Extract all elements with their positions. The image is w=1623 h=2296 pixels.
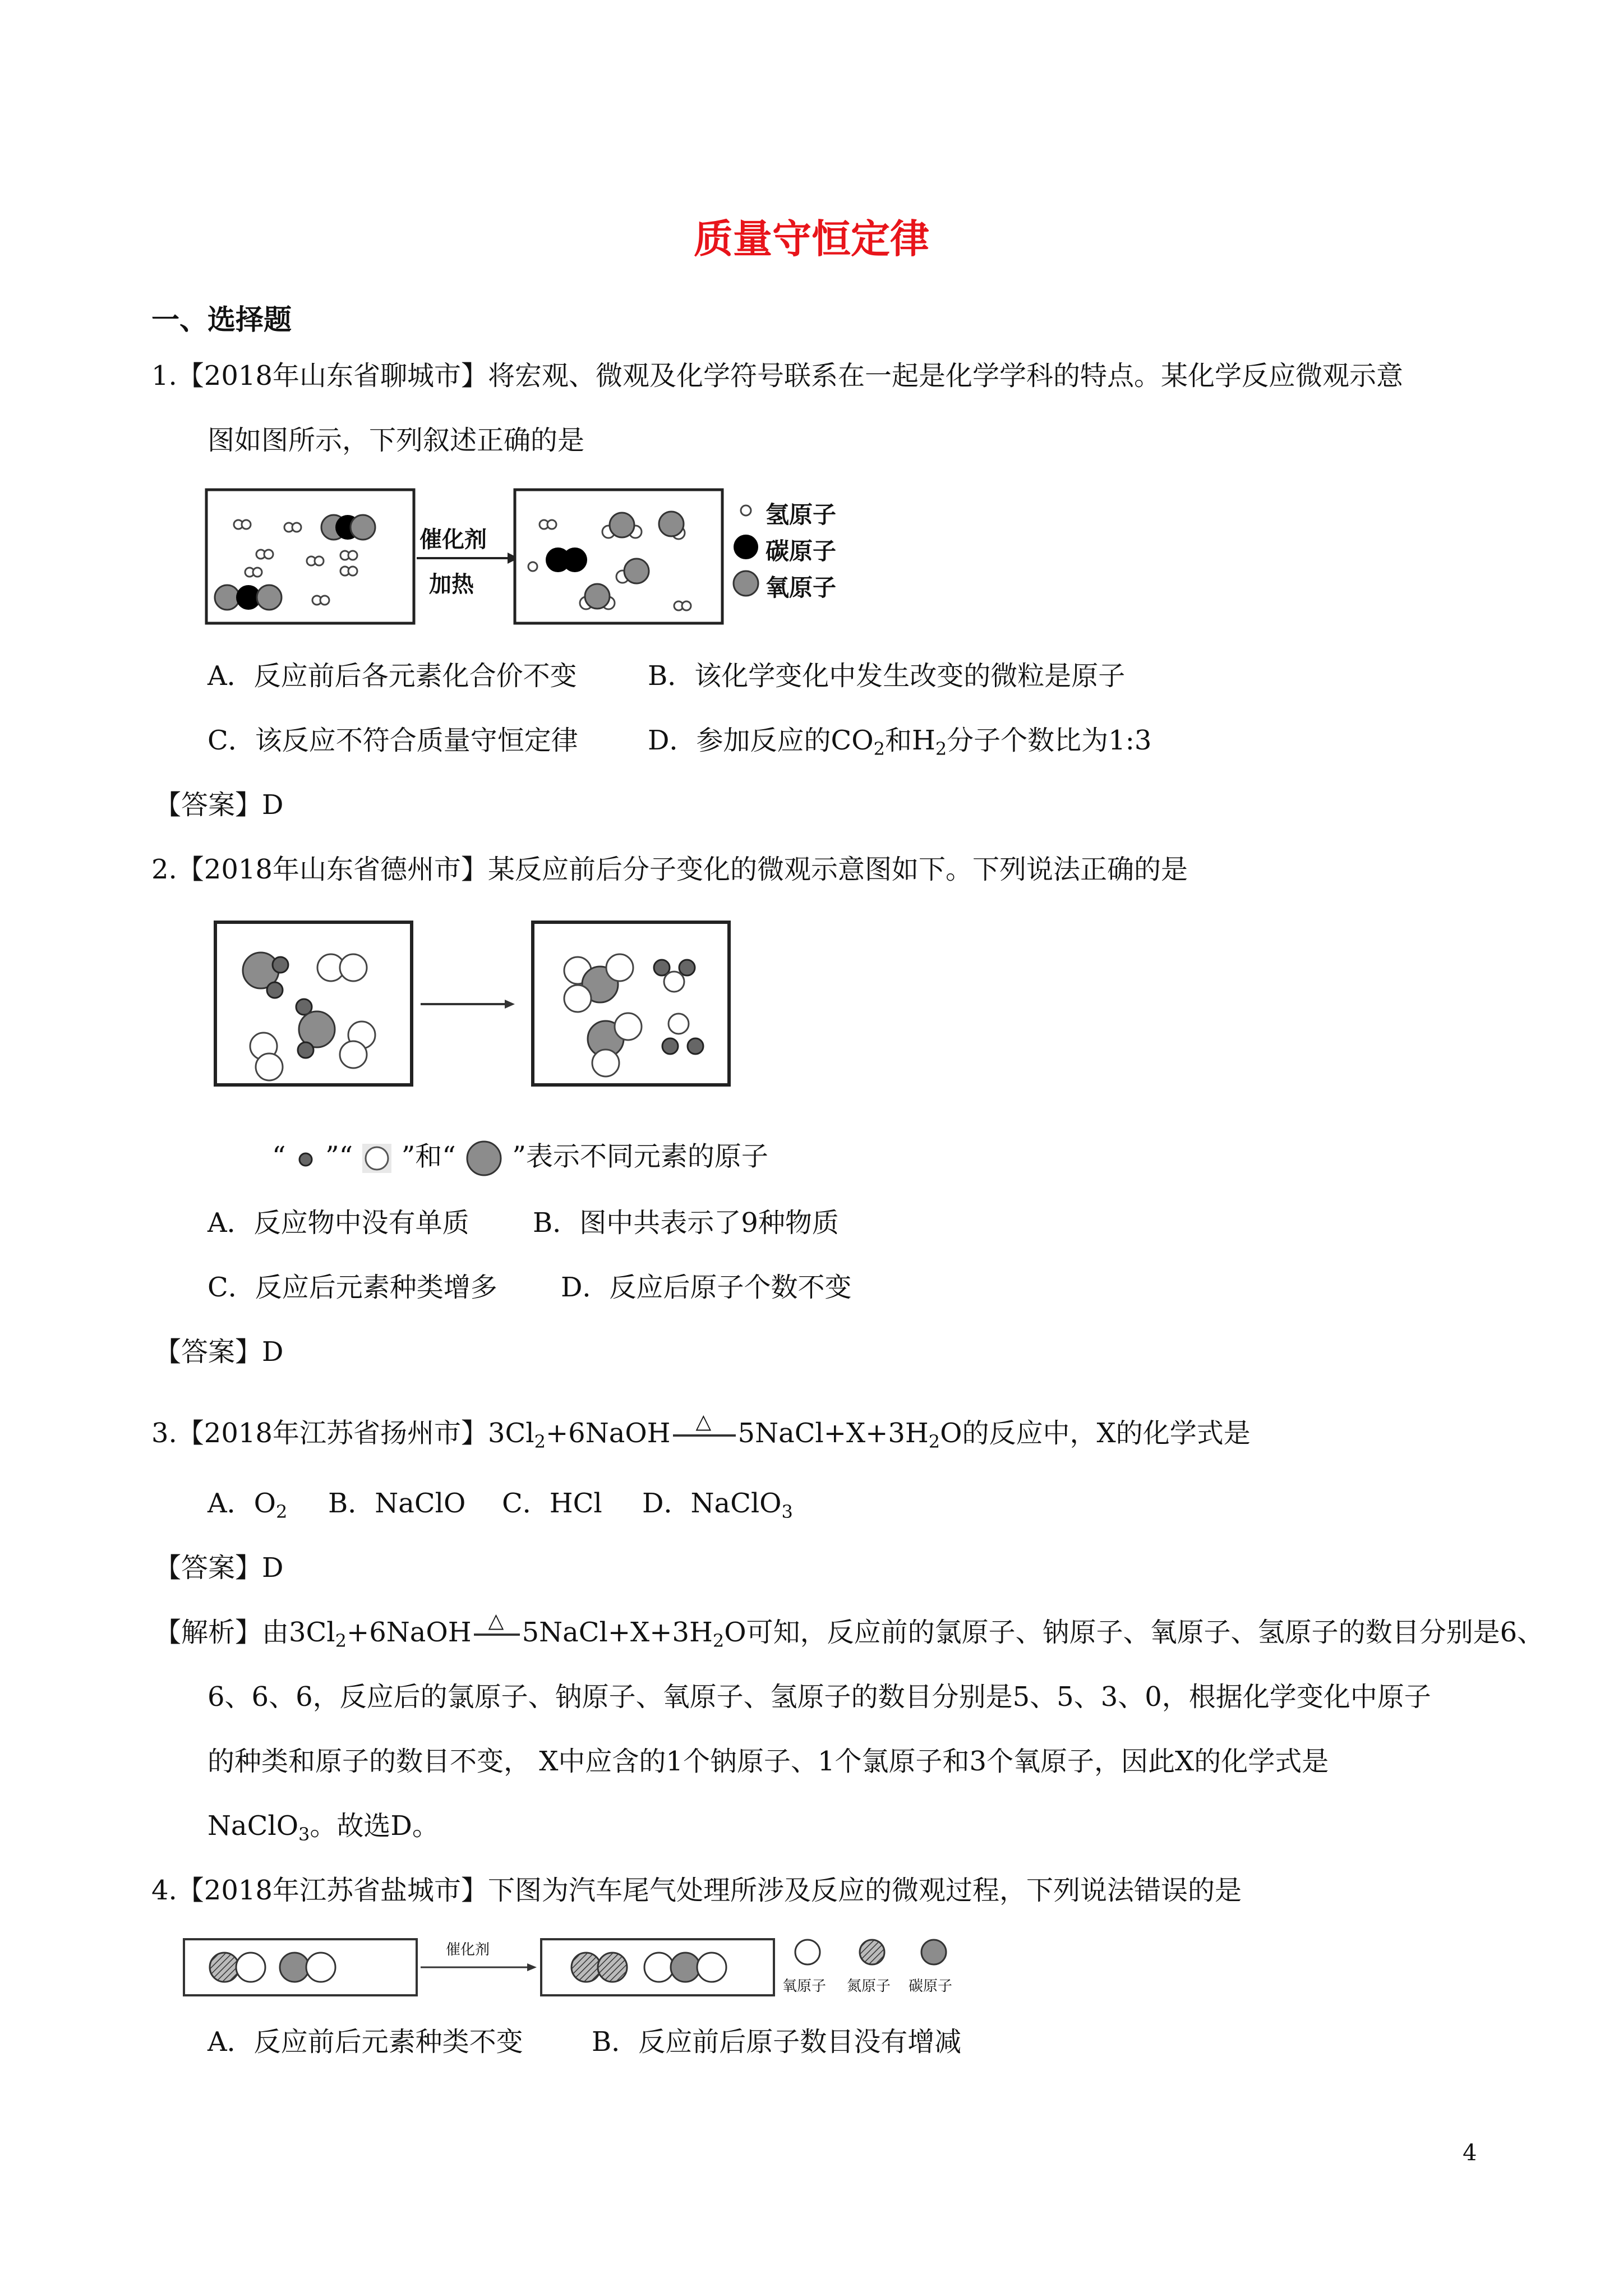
q1-legend-hydrogen: 氢原子 <box>766 501 837 528</box>
q3-stem: 3.【2018年江苏省扬州市】$3Cl_2+6NaOH$ △ $5NaCl+X+3H_2O$的反应中，X的化学式是 <box>151 1410 1251 1452</box>
q4-stem: 4.【2018年江苏省盐城市】下图为汽车尾气处理所涉及反应的微观过程，下列说法错误的是 <box>151 1875 1242 1906</box>
q2-answer: 【答案】D <box>154 1336 284 1368</box>
q4-option-b: B．反应前后原子数目没有增减 <box>592 2026 962 2058</box>
q3-analysis-line4: NaClO$_3$。故选D。 <box>208 1810 439 1845</box>
q2-legend-line: “ ”“ ”和“ ”表示不同元素的原子 <box>272 1139 768 1178</box>
q2-option-a: A．反应物中没有单质 <box>208 1207 469 1239</box>
q4-option-a: A．反应前后元素种类不变 <box>208 2026 523 2058</box>
q1-legend-carbon: 碳原子 <box>766 537 837 565</box>
q4-legend-carbon: 碳原子 <box>909 1978 953 1995</box>
q2-figure <box>213 920 746 1088</box>
q3-option-c: C．HCl <box>502 1488 602 1519</box>
heat-arrow-icon: △ <box>671 1424 738 1447</box>
q1-figure <box>205 488 866 628</box>
page-title: 质量守恒定律 <box>694 216 929 262</box>
q4-figure <box>182 1932 799 2005</box>
q4-legend-nitrogen: 氮原子 <box>847 1978 891 1995</box>
q3-analysis-line3: 的种类和原子的数目不变， X中应含的1个钠原子、1个氯原子和3个氧原子，因此X的化学式是 <box>208 1746 1329 1777</box>
q1-option-a: A．反应前后各元素化合价不变 <box>208 660 577 692</box>
q3-option-a: A．$O_2$ <box>208 1488 288 1522</box>
q3-analysis-line2: 6、6、6，反应后的氯原子、钠原子、氧原子、氢原子的数目分别是5、5、3、0，根据化学变化中原子 <box>208 1681 1431 1713</box>
q4-legend <box>782 1930 967 1995</box>
q1-answer: 【答案】D <box>154 789 284 821</box>
q1-option-c: C．该反应不符合质量守恒定律 <box>208 725 578 756</box>
q1-option-b: B．该化学变化中发生改变的微粒是原子 <box>648 660 1126 692</box>
white-atom-icon <box>361 1143 393 1174</box>
page-number: 4 <box>1463 2140 1477 2166</box>
q1-option-d: D．参加反应的$CO_2$和$H_2$分子个数比为1:3 <box>648 725 1152 760</box>
q2-stem: 2.【2018年山东省德州市】某反应前后分子变化的微观示意图如下。下列说法正确的是 <box>151 854 1188 885</box>
q1-legend-oxygen: 氧原子 <box>766 574 837 601</box>
q3-option-d: D．NaClO$_3$ <box>642 1488 793 1522</box>
heat-arrow-icon: △ <box>472 1623 522 1646</box>
q2-option-d: D．反应后原子个数不变 <box>561 1272 852 1303</box>
section-heading: 一、选择题 <box>151 303 292 336</box>
q2-option-b: B．图中共表示了9种物质 <box>533 1207 839 1239</box>
q3-analysis-line1: 【解析】由$3Cl_2+6NaOH$ △ $5NaCl+X+3H_2O$可知，反应前的氯原子、钠原子、氧原子、氢原子的数目分别是6、 <box>154 1609 1544 1651</box>
q3-answer: 【答案】D <box>154 1552 284 1584</box>
q1-stem-line1: 1.【2018年山东省聊城市】将宏观、微观及化学符号联系在一起是化学学科的特点。某化学反应微观示意 <box>151 360 1403 392</box>
q4-legend-oxygen: 氧原子 <box>782 1978 827 1995</box>
q4-arrow-label: 催化剂 <box>446 1941 490 1958</box>
grey-atom-icon <box>464 1139 504 1178</box>
q1-arrow-label-bottom: 加热 <box>429 572 474 597</box>
q2-option-c: C．反应后元素种类增多 <box>208 1272 497 1303</box>
q3-option-b: B．NaClO <box>328 1488 466 1519</box>
q1-stem-line2: 图如图所示，下列叙述正确的是 <box>208 425 585 456</box>
small-atom-icon <box>294 1147 317 1170</box>
q1-arrow-label-top: 催化剂 <box>419 527 487 553</box>
